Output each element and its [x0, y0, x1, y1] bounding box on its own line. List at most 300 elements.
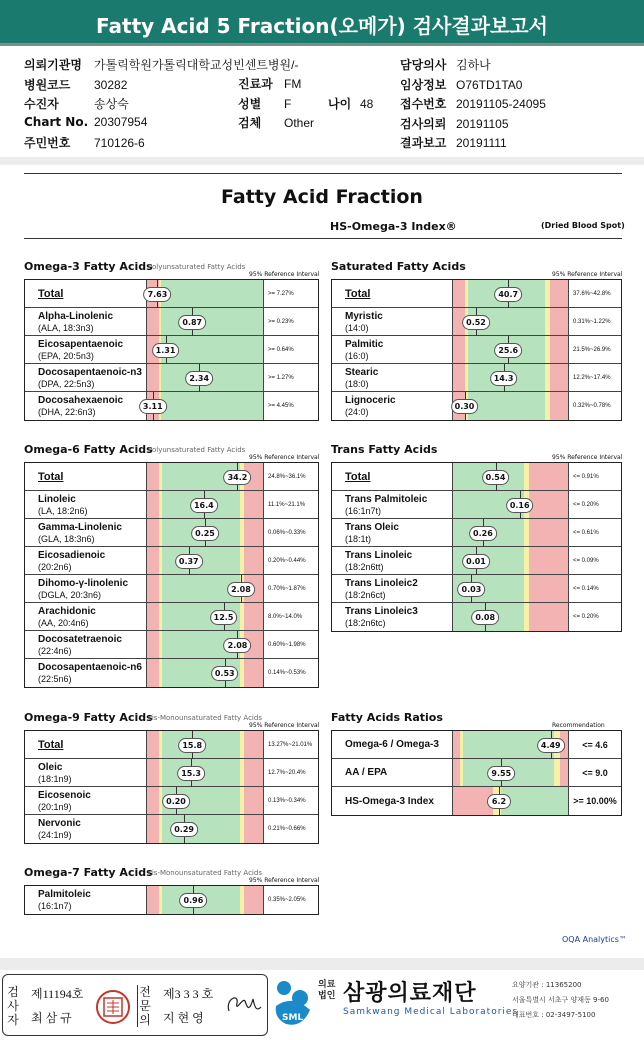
fatty-acid-code: (18:1n9): [38, 774, 72, 784]
range-zone-red: [550, 336, 568, 363]
header-field-label: 임상정보: [400, 77, 447, 92]
reference-interval: 0.20%~0.44%: [263, 547, 318, 574]
omega6-range-bar: [147, 603, 263, 630]
header-field-value: 710126-6: [94, 136, 145, 151]
reference-interval: 24.8%~36.1%: [263, 463, 318, 490]
fatty-acid-code: (DHA, 22:6n3): [38, 407, 96, 417]
omega3-ref-interval-label: 95% Reference Interval: [249, 271, 320, 278]
total-label: Total: [38, 471, 64, 483]
value-bubble: 0.30: [451, 399, 479, 414]
omega7-row: [25, 886, 318, 914]
ratios-range-bar: [453, 787, 568, 815]
reference-interval: <= 0.20%: [568, 603, 621, 631]
value-bubble: 2.08: [224, 638, 252, 653]
value-bubble: 0.08: [471, 610, 499, 625]
saturated-row: [332, 364, 621, 392]
total-label: Total: [38, 288, 64, 300]
value-bubble: 0.20: [162, 794, 190, 809]
reference-interval: <= 0.61%: [568, 519, 621, 546]
total-label: Total: [345, 471, 371, 483]
report-title-bar: [0, 0, 644, 46]
total-label: Total: [38, 739, 64, 751]
header-field-value: 30282: [94, 77, 128, 92]
header-field-value: 48: [360, 97, 374, 111]
title-rule: [24, 173, 622, 174]
omega3-section-title: Omega-3 Fatty Acids: [24, 260, 153, 273]
sml-logo-text: SML: [282, 1013, 304, 1023]
header-field: [400, 115, 509, 132]
trans-ref-interval-label: 95% Reference Interval: [552, 454, 623, 461]
report-title: Fatty Acid 5 Fraction(오메가) 검사결과보고서: [96, 14, 548, 38]
value-bubble: 0.87: [178, 315, 206, 330]
reference-interval: <= 0.91%: [568, 463, 621, 490]
omega6-range-bar: [147, 491, 263, 518]
range-zone-red: [529, 603, 568, 631]
range-zone-red: [147, 547, 159, 574]
omega9-row: [25, 787, 318, 815]
reference-interval: >= 4.45%: [263, 392, 318, 420]
saturated-section-title: Saturated Fatty Acids: [331, 260, 466, 273]
omega6-row: [25, 547, 318, 575]
header-field-age: [328, 95, 373, 112]
reference-interval: <= 0.14%: [568, 575, 621, 602]
omega6-row-name: [25, 575, 147, 602]
omega6-range-bar: [147, 659, 263, 687]
omega9-row-name: [25, 759, 147, 786]
header-field-label: 결과보고: [400, 136, 447, 151]
value-bubble: 0.16: [506, 498, 534, 513]
main-title: Fatty Acid Fraction: [221, 186, 423, 208]
trans-range-bar: [453, 491, 568, 518]
omega6-row: [25, 463, 318, 491]
omega6-range-bar: [147, 575, 263, 602]
trans-row: [332, 547, 621, 575]
range-zone-red: [560, 759, 568, 786]
header-field: [24, 134, 145, 151]
trans-row: [332, 575, 621, 603]
omega3-range-bar: [142, 392, 263, 420]
omega3-row-name: [25, 364, 147, 391]
trans-row-name: [332, 519, 453, 546]
fatty-acid-name: Trans Linoleic2: [345, 578, 418, 589]
fatty-acid-code: (24:1n9): [38, 830, 72, 840]
fatty-acid-code: (22:4n6): [38, 646, 72, 656]
reference-interval: 0.31%~1.22%: [568, 308, 621, 335]
header-field-value: 20191111: [456, 136, 507, 151]
ratios-section-title: Fatty Acids Ratios: [331, 711, 443, 724]
header-field: [400, 56, 491, 73]
fatty-acid-name: Eicosadienoic: [38, 550, 106, 561]
reference-interval: 0.35%~2.05%: [263, 886, 318, 914]
fatty-acid-code: (22:5n6): [38, 674, 72, 684]
omega6-range-bar: [147, 463, 263, 490]
omega9-range-bar: [147, 787, 263, 814]
org-tag: 의료법인: [318, 980, 336, 1001]
reference-interval: >= 7.27%: [263, 280, 318, 307]
header-field-label: 진료과: [238, 77, 273, 91]
header-field: [24, 115, 147, 129]
omega9-row: [25, 731, 318, 759]
reference-interval: 0.13%~0.34%: [263, 787, 318, 814]
omega3-row-name: [25, 280, 147, 307]
reference-interval: 0.14%~0.53%: [263, 659, 318, 687]
range-zone-red: [529, 463, 568, 490]
range-zone-red: [147, 731, 159, 758]
ratios-range-bar: [453, 731, 568, 758]
header-field-value: F: [284, 96, 292, 111]
reference-interval: 13.27%~21.01%: [263, 731, 318, 758]
total-label: Total: [345, 288, 371, 300]
trans-row-name: [332, 547, 453, 574]
header-field-label: 의뢰기관명: [24, 58, 82, 72]
range-zone-green: [161, 308, 263, 335]
omega3-row-name: [25, 392, 147, 420]
range-zone-red: [147, 603, 159, 630]
value-bubble: 34.2: [224, 470, 252, 485]
range-zone-green: [161, 280, 263, 307]
range-zone-red: [550, 364, 568, 391]
omega6-row-name: [25, 463, 147, 490]
reference-interval: <= 0.09%: [568, 547, 621, 574]
omega3-range-bar: [147, 280, 263, 307]
fatty-acid-name: Oleic: [38, 762, 63, 773]
omega6-section-subtitle: Polyunsaturated Fatty Acids: [148, 446, 246, 454]
omega6-row-name: [25, 491, 147, 518]
value-bubble: 0.29: [170, 822, 198, 837]
value-bubble: 15.8: [178, 738, 206, 753]
value-bubble: 0.52: [462, 315, 490, 330]
header-field-label: 주민번호: [24, 136, 71, 151]
trans-row: [332, 463, 621, 491]
saturated-row: [332, 392, 621, 420]
range-zone-red: [550, 308, 568, 335]
range-zone-red: [453, 364, 465, 391]
examiner-name: 최 삼 규: [31, 1011, 72, 1025]
value-bubble: 25.6: [494, 343, 522, 358]
saturated-row-name: [332, 364, 453, 391]
fatty-acid-code: (GLA, 18:3n6): [38, 534, 95, 544]
fatty-acid-name: Palmitic: [345, 339, 384, 350]
fatty-acid-code: (18:2n6tt): [345, 562, 384, 572]
reference-interval: 0.21%~0.66%: [263, 815, 318, 843]
header-field-label: 수진자: [24, 97, 59, 112]
header-field-label: 검사의뢰: [400, 116, 447, 131]
header-field-label: 담당의사: [400, 58, 447, 72]
fatty-acid-name: Eicosapentaenoic: [38, 339, 124, 350]
omega6-row: [25, 491, 318, 519]
range-zone-red: [147, 631, 159, 658]
fatty-acid-code: (DGLA, 20:3n6): [38, 590, 102, 600]
specialist-label: 전문의: [137, 985, 151, 1027]
saturated-range-bar: [453, 308, 568, 335]
recommendation-value: >= 10.00%: [568, 787, 621, 815]
header-field: [238, 95, 291, 112]
value-bubble: 14.3: [490, 371, 518, 386]
range-zone-red: [147, 787, 159, 814]
header-field-value: 송상숙: [94, 97, 129, 112]
ratios-row: [332, 731, 621, 759]
range-zone-red: [244, 519, 263, 546]
signature-icon: [223, 989, 263, 1021]
saturated-row: [332, 336, 621, 364]
trans-row-name: [332, 575, 453, 602]
ratios-row-name: HS-Omega-3 Index: [332, 787, 453, 815]
saturated-row-name: [332, 392, 453, 420]
range-zone-red: [453, 336, 465, 363]
range-zone-red: [147, 886, 159, 914]
range-zone-red: [147, 759, 159, 786]
saturated-ref-interval-label: 95% Reference Interval: [552, 271, 623, 278]
reference-interval: 0.70%~1.87%: [263, 575, 318, 602]
value-bubble: 9.55: [487, 766, 515, 781]
range-zone-red: [244, 547, 263, 574]
omega6-row-name: [25, 603, 147, 630]
range-zone-red: [147, 659, 159, 687]
header-field: [24, 95, 129, 112]
fatty-acid-name: Dihomo-γ-linolenic: [38, 578, 128, 589]
value-bubble: 12.5: [210, 610, 238, 625]
value-bubble: 15.3: [177, 766, 205, 781]
omega9-row-name: [25, 815, 147, 843]
header-field-value: FM: [284, 77, 302, 91]
range-zone-red: [244, 659, 263, 687]
omega6-row-name: [25, 519, 147, 546]
trans-range-bar: [453, 519, 568, 546]
fatty-acid-code: (16:1n7): [38, 901, 72, 911]
header-field-label: Chart No.: [24, 114, 89, 129]
trans-row: [332, 491, 621, 519]
omega9-range-bar: [147, 731, 263, 758]
omega6-row: [25, 575, 318, 603]
omega9-ref-interval-label: 95% Reference Interval: [249, 722, 320, 729]
reference-interval: 21.5%~26.9%: [568, 336, 621, 363]
omega9-table: [24, 730, 319, 844]
trans-row-name: [332, 463, 453, 490]
range-zone-red: [147, 308, 159, 335]
value-bubble: 7.63: [144, 287, 172, 302]
omega3-row: [25, 336, 318, 364]
omega3-row: [25, 280, 318, 308]
header-field-value: 20191105-24095: [456, 97, 546, 112]
reference-interval: 12.2%~17.4%: [568, 364, 621, 391]
value-bubble: 1.31: [152, 343, 180, 358]
range-zone-red: [147, 364, 159, 391]
saturated-row-name: [332, 336, 453, 363]
trans-row: [332, 603, 621, 631]
fatty-acid-code: (LA, 18:2n6): [38, 506, 88, 516]
fatty-acid-name: Docosahexaenoic: [38, 395, 124, 406]
omega9-section-subtitle: cis-Monounsaturated Fatty Acids: [148, 714, 262, 722]
trans-row-name: [332, 491, 453, 518]
range-zone-red: [244, 787, 263, 814]
fatty-acid-code: (AA, 20:4n6): [38, 618, 89, 628]
footer-separator: [0, 958, 644, 970]
value-bubble: 6.2: [487, 794, 511, 809]
omega7-ref-interval-label: 95% Reference Interval: [249, 877, 320, 884]
saturated-table: [331, 279, 622, 421]
fatty-acid-code: (18:1t): [345, 534, 372, 544]
fatty-acid-code: (14:0): [345, 323, 369, 333]
ratios-ref-interval-label: Recommendation: [552, 722, 605, 729]
sample-type: (Dried Blood Spot): [541, 221, 625, 230]
value-bubble: 0.03: [458, 582, 486, 597]
ratios-table: [331, 730, 622, 816]
range-zone-red: [529, 575, 568, 602]
range-zone-red: [550, 280, 568, 307]
omega6-row: [25, 519, 318, 547]
trans-section-title: Trans Fatty Acids: [331, 443, 438, 456]
omega3-section-subtitle: Polyunsaturated Fatty Acids: [148, 263, 246, 271]
examiner-label: 검사자: [7, 985, 19, 1027]
omega6-ref-interval-label: 95% Reference Interval: [249, 454, 320, 461]
header-field-value: Other: [284, 116, 315, 131]
fatty-acid-name: Linoleic: [38, 494, 76, 505]
omega3-row-name: [25, 336, 147, 363]
fatty-acid-name: Stearic: [345, 367, 379, 378]
reference-interval: 12.7%~20.4%: [263, 759, 318, 786]
range-zone-red: [147, 491, 159, 518]
ratios-row: [332, 759, 621, 787]
range-zone-red: [147, 463, 159, 490]
fatty-acid-code: (EPA, 20:5n3): [38, 351, 94, 361]
trans-row: [332, 519, 621, 547]
omega9-row-name: [25, 787, 147, 814]
fatty-acid-code: (24:0): [345, 407, 369, 417]
value-bubble: 2.34: [185, 371, 213, 386]
saturated-row: [332, 308, 621, 336]
fatty-acid-name: Trans Linoleic3: [345, 606, 418, 617]
omega9-row: [25, 815, 318, 843]
fatty-acid-code: (DPA, 22:5n3): [38, 379, 95, 389]
org-code: 요양기관 : 11365200: [512, 981, 582, 989]
header-field-value: 20307954: [94, 114, 148, 129]
range-zone-red: [244, 815, 263, 843]
range-zone-red: [453, 280, 465, 307]
omega3-table: [24, 279, 319, 421]
header-field-value: O76TD1TA0: [456, 77, 523, 92]
omega3-range-bar: [147, 364, 263, 391]
omega7-section-title: Omega-7 Fatty Acids: [24, 866, 153, 879]
omega6-row: [25, 631, 318, 659]
org-name: 삼광의료재단: [343, 981, 477, 1006]
saturated-range-bar: [453, 392, 568, 420]
value-bubble: 0.01: [462, 554, 490, 569]
fatty-acid-name: Trans Palmitoleic: [345, 494, 428, 505]
trans-range-bar: [453, 603, 568, 631]
ratios-row: [332, 787, 621, 815]
omega9-section-title: Omega-9 Fatty Acids: [24, 711, 153, 724]
reference-interval: 0.32%~0.78%: [568, 392, 621, 420]
org-phone: 대표번호 : 02-3497-5100: [512, 1011, 596, 1019]
omega7-table: [24, 885, 319, 915]
omega3-row: [25, 308, 318, 336]
omega6-range-bar: [147, 519, 263, 546]
recommendation-value: <= 9.0: [568, 759, 621, 786]
value-bubble: 0.53: [211, 666, 239, 681]
omega9-row-name: [25, 731, 147, 758]
fatty-acid-code: (18:2n6ct): [345, 590, 386, 600]
range-zone-red: [147, 815, 159, 843]
org-address: 서울특별시 서초구 양재동 9-60: [512, 996, 609, 1004]
range-zone-red: [529, 519, 568, 546]
reference-interval: >= 1.27%: [263, 364, 318, 391]
header-field-label: 나이: [328, 97, 352, 111]
omega9-row: [25, 759, 318, 787]
range-zone-red: [147, 519, 159, 546]
header-field-value: 김하나: [456, 58, 491, 72]
header-separator: [0, 157, 644, 165]
range-zone-green: [501, 787, 568, 815]
reference-interval: >= 0.23%: [263, 308, 318, 335]
fatty-acid-name: Lignoceric: [345, 395, 396, 406]
header-field-value: 가톨릭학원가톨릭대학교성빈센트병원/-: [94, 58, 299, 72]
ratios-range-bar: [453, 759, 568, 786]
fatty-acid-name: Trans Linoleic: [345, 550, 413, 561]
reference-interval: >= 0.64%: [263, 336, 318, 363]
fatty-acid-name: Docosapentaenoic-n3: [38, 367, 142, 378]
omega6-row-name: [25, 631, 147, 658]
subtitle-rule: [24, 238, 622, 239]
fatty-acid-code: (18:0): [345, 379, 369, 389]
range-zone-red: [529, 547, 568, 574]
fatty-acid-name: Myristic: [345, 311, 383, 322]
header-field: [238, 75, 301, 92]
header-field-value: 20191105: [456, 116, 509, 131]
fatty-acid-code: (20:1n9): [38, 802, 72, 812]
omega6-section-title: Omega-6 Fatty Acids: [24, 443, 153, 456]
fatty-acid-name: Palmitoleic: [38, 889, 91, 900]
fatty-acid-code: (16:1n7t): [345, 506, 382, 516]
sml-logo-icon: [272, 976, 314, 1032]
range-zone-red: [244, 759, 263, 786]
fatty-acid-name: Gamma-Linolenic: [38, 522, 122, 533]
fatty-acid-code: (18:2n6tc): [345, 618, 386, 628]
org-name-en: Samkwang Medical Laboratories: [343, 1007, 519, 1017]
omega7-section-subtitle: cis-Monounsaturated Fatty Acids: [148, 869, 262, 877]
range-zone-green: [468, 392, 545, 420]
footer: [0, 972, 644, 1040]
ratios-row-name: AA / EPA: [332, 759, 453, 786]
omega6-range-bar: [147, 631, 263, 658]
value-bubble: 0.96: [180, 893, 208, 908]
omega9-range-bar: [147, 815, 263, 843]
value-bubble: 2.08: [227, 582, 255, 597]
value-bubble: 0.25: [191, 526, 219, 541]
omega3-row: [25, 392, 318, 420]
range-zone-red: [244, 603, 263, 630]
value-bubble: 0.54: [482, 470, 510, 485]
fatty-acid-name: Trans Oleic: [345, 522, 399, 533]
trans-row-name: [332, 603, 453, 631]
fatty-acid-name: Eicosenoic: [38, 790, 91, 801]
specialist-name: 지 현 영: [163, 1011, 204, 1025]
trans-table: [331, 462, 622, 632]
saturated-row-name: [332, 308, 453, 335]
fatty-acid-code: (16:0): [345, 351, 369, 361]
reference-interval: 8.0%~14.0%: [263, 603, 318, 630]
seal-stamp-icon: [95, 989, 131, 1025]
header-field: [24, 56, 298, 73]
header-field: [24, 76, 127, 93]
header-field-label: 성별: [238, 96, 262, 111]
omega7-range-bar: [147, 886, 263, 914]
saturated-range-bar: [453, 280, 568, 307]
omega6-row-name: [25, 659, 147, 687]
range-zone-red: [453, 759, 460, 786]
index-title: HS-Omega-3 Index®: [330, 220, 457, 233]
omega6-range-bar: [147, 547, 263, 574]
range-zone-red: [244, 886, 263, 914]
